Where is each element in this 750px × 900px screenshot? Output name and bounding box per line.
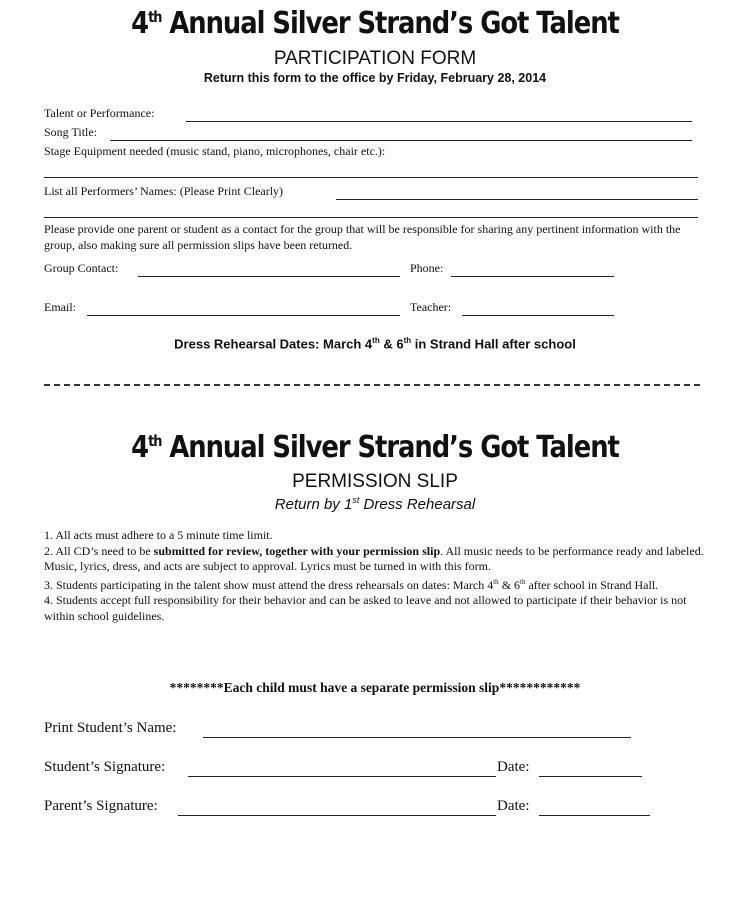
student-signature-label: Student’s Signature: <box>44 759 166 775</box>
group-contact-label: Group Contact: <box>44 261 119 275</box>
slip-subtitle: PERMISSION SLIP <box>292 471 458 492</box>
parent-date-label: Date: <box>497 798 530 814</box>
rule-3: 3. Students participating in the talent show must attend the dress rehearsals on dates: March 4th & 6th after school in Strand Hall. <box>44 577 659 592</box>
separate-slip-note: ********Each child must have a separate permission slip************ <box>169 680 581 695</box>
form-title: 4th Annual Silver Strand’s Got Talent <box>131 6 619 41</box>
cut-line <box>44 384 700 386</box>
contact-note: Please provide one parent or student as a contact for the group that will be responsible for sharing any pertinent information with the group, also making sure all permission slips have been returned. <box>44 222 681 252</box>
rules-list <box>44 528 704 624</box>
student-signature-line[interactable] <box>188 776 496 777</box>
slip-title: 4th Annual Silver Strand’s Got Talent <box>131 430 619 465</box>
form-subtitle: PARTICIPATION FORM <box>273 48 477 69</box>
student-date-label: Date: <box>497 759 530 775</box>
equipment-line[interactable] <box>44 177 698 178</box>
parent-date-line[interactable] <box>539 815 650 816</box>
phone-line[interactable] <box>451 276 614 277</box>
email-line[interactable] <box>87 315 400 316</box>
talent-label: Talent or Performance: <box>44 106 155 120</box>
song-line[interactable] <box>110 140 692 141</box>
talent-line[interactable] <box>186 121 692 122</box>
teacher-label: Teacher: <box>410 300 452 314</box>
rule-2: 2. All CD’s need to be submitted for review, together with your permission slip. All music needs to be performance ready and labeled. Music, lyrics, dress, and acts are subject to approval. Lyrics must be turned in with this form. <box>44 543 704 573</box>
parent-signature-line[interactable] <box>178 815 496 816</box>
rule-4: 4. Students accept full responsibility for their behavior and can be asked to leave and not allowed to participate if their behavior is not within school guidelines. <box>44 593 687 623</box>
performers-line-2[interactable] <box>44 217 698 218</box>
rule-1: 1. All acts must adhere to a 5 minute time limit. <box>44 528 273 542</box>
student-name-label: Print Student’s Name: <box>44 720 177 736</box>
email-label: Email: <box>44 300 76 314</box>
form-return-note: Return this form to the office by Friday, February 28, 2014 <box>203 71 547 85</box>
performers-label: List all Performers’ Names: (Please Print Clearly) <box>44 184 284 198</box>
performers-line-1[interactable] <box>336 199 698 200</box>
rehearsal-dates: Dress Rehearsal Dates: March 4th & 6th in Strand Hall after school <box>174 336 576 352</box>
song-label: Song Title: <box>44 125 98 139</box>
teacher-line[interactable] <box>462 315 614 316</box>
student-date-line[interactable] <box>539 776 642 777</box>
slip-return-note: Return by 1st Dress Rehearsal <box>274 495 476 513</box>
student-name-line[interactable] <box>203 737 631 738</box>
equipment-label: Stage Equipment needed (music stand, piano, microphones, chair etc.): <box>44 144 386 158</box>
phone-label: Phone: <box>410 261 444 275</box>
parent-signature-label: Parent’s Signature: <box>44 798 158 814</box>
group-contact-line[interactable] <box>138 276 400 277</box>
